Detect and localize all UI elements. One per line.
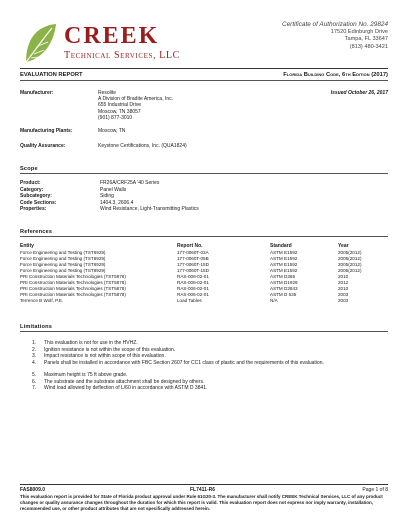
ref-entity: Force Engineering and Testing (TST6929) xyxy=(20,262,106,267)
manufacturer-line: Resolite xyxy=(98,90,117,96)
address-line2: Tampa, FL 33647 xyxy=(344,36,388,43)
company-name: CREEK xyxy=(64,23,160,49)
ref-report: 177-0060T-05B xyxy=(177,256,209,261)
item-number: 7. xyxy=(32,385,37,391)
plants-label: Manufacturing Plants: xyxy=(20,128,73,134)
scope-label: Category: xyxy=(20,186,44,193)
manufacturer-line: (901) 877-3010 xyxy=(98,114,133,121)
references-header xyxy=(20,243,388,249)
ref-entity: PRI Construction Materials Technologies (TST5878) xyxy=(20,292,126,297)
manufacturer-label: Manufacturer: xyxy=(20,90,54,96)
col-entity: Entity xyxy=(20,243,34,249)
scope-label: Product: xyxy=(20,180,41,186)
item-number: 1. xyxy=(32,340,37,346)
ref-standard: ASTM D 635 xyxy=(270,292,297,297)
col-report: Report No. xyxy=(177,243,203,249)
ref-year: 2005(2012) xyxy=(338,262,362,267)
ref-entity: PRI Construction Materials Technologies (TST5878) xyxy=(20,280,126,285)
scope-title: Scope xyxy=(20,166,38,172)
ref-report: 177-0060T-15D xyxy=(177,268,209,273)
item-number: 5. xyxy=(32,372,37,378)
ref-year: 2010 xyxy=(338,274,349,279)
item-text: This evaluation is not for use in the HVHZ. xyxy=(44,340,138,346)
issued-date: Issued October 26, 2017 xyxy=(330,90,388,96)
item-number: 6. xyxy=(32,378,37,385)
footer-report-number: FL7411-R6 xyxy=(190,487,216,493)
ref-standard: ASTM D365 xyxy=(270,274,296,279)
ref-report: RAS-006-02-01 xyxy=(177,274,209,279)
code-edition: Florida Building Code, 6th Edition (2017) xyxy=(283,72,388,78)
scope-value: 1404.3, 2606.4 xyxy=(100,199,134,206)
item-text: Impact resistance is not within scope of this evaluation. xyxy=(44,353,166,359)
phone: (813) 480-3421 xyxy=(349,43,388,50)
ref-report: RAS-006-02-01 xyxy=(177,286,209,291)
quality-assurance-label: Quality Assurance: xyxy=(20,143,66,149)
ref-entity: Force Engineering and Testing (TST6929) xyxy=(20,268,106,273)
report-title: EVALUATION REPORT xyxy=(20,72,83,78)
company-logo xyxy=(22,20,212,68)
plants-value: Moscow, TN xyxy=(98,128,126,134)
col-standard: Standard xyxy=(270,243,292,249)
ref-entity: Force Engineering and Testing (TST6929) xyxy=(20,250,106,255)
ref-entity: Terrence B Wolf, P.E. xyxy=(20,298,64,303)
item-text: Maximum height is 75 ft above grade. xyxy=(44,372,128,378)
divider xyxy=(20,68,388,69)
company-subtitle: Technical Services, LLC xyxy=(64,50,180,61)
item-number: 3. xyxy=(32,353,37,359)
ref-entity: Force Engineering and Testing (TST6929) xyxy=(20,256,106,261)
item-number: 4. xyxy=(32,359,37,366)
table-row xyxy=(20,298,388,304)
ref-standard: ASTM E1592 xyxy=(270,256,298,261)
ref-entity: PRI Construction Materials Technologies (TST5878) xyxy=(20,286,126,291)
footer-disclaimer: This evaluation report is provided for State of Florida product approval under Rule 61G20-3. The manufacturer shall notify CREEK Technical Services, LLC of any product changes or quality assurance changes throughout the duration for which this report is valid. This evaluation report does not express nor imply warranty, installation, recommended use, or other product attributes that are not specifically addressed herein. xyxy=(20,494,383,511)
references-title: References xyxy=(20,229,53,235)
item-text: Panels shall be installed in accordance with FBC Section 2607 for CC1 class of plastic and the requirements of this evaluation. xyxy=(44,359,324,366)
divider xyxy=(20,80,388,81)
ref-standard: ASTM E1592 xyxy=(270,268,298,273)
ref-standard: ASTM E1592 xyxy=(270,250,298,255)
scope-value: FR26A/CRF25A '40 Series xyxy=(100,180,160,186)
ref-report: 177-0060T-03A xyxy=(177,250,209,255)
ref-year: 2010 xyxy=(338,286,349,291)
ref-report: RAS-006-02-01 xyxy=(177,292,209,297)
limitations-title: Limitations xyxy=(20,324,53,330)
ref-year: 2005(2012) xyxy=(338,256,362,261)
ref-year: 2005(2012) xyxy=(338,250,362,255)
certificate-title: Certificate of Authorization No. 29824 xyxy=(282,21,388,28)
footer-form-number: FAS8009.0 xyxy=(20,487,46,493)
manufacturer-line: Moscow, TN 38057 xyxy=(98,108,141,115)
ref-report: 177-0060T-15D xyxy=(177,262,209,267)
divider xyxy=(20,236,388,237)
ref-standard: ASTM D1929 xyxy=(270,280,298,285)
item-text: The substrate and the substrate attachment shall be designed by others. xyxy=(44,378,205,385)
quality-assurance-value: Keystone Certifications, Inc. (QUA1824) xyxy=(98,143,187,149)
ref-standard: ASTM D2843 xyxy=(270,286,298,291)
manufacturer-line: 655 Industrial Drive xyxy=(98,102,142,109)
leaf-logo-icon xyxy=(22,20,58,66)
footer-divider xyxy=(20,484,388,485)
item-text: Ignition resistance is not within the scope of this evaluation. xyxy=(44,346,176,353)
scope-label: Properties: xyxy=(20,206,47,212)
scope-label: Subcategory: xyxy=(20,193,52,199)
scope-label: Code Sections: xyxy=(20,199,57,206)
ref-report: Load Tables xyxy=(177,298,202,303)
footer-page-number: Page 1 of 8 xyxy=(362,487,388,493)
manufacturer-line: A Division of Bradite America, Inc. xyxy=(98,96,174,103)
col-year: Year xyxy=(338,243,349,249)
divider xyxy=(20,173,388,174)
scope-value: Panel Walls xyxy=(100,186,127,193)
scope-value: Siding xyxy=(100,193,114,199)
address-line1: 17520 Edinburgh Drive xyxy=(330,28,388,35)
ref-year: 2012 xyxy=(338,280,349,285)
ref-standard: N/A xyxy=(270,298,278,303)
ref-year: 2003 xyxy=(338,292,349,297)
ref-year: 2003 xyxy=(338,298,349,303)
ref-year: 2005(2012) xyxy=(338,268,362,273)
ref-entity: PRI Construction Materials Technologies (TST5878) xyxy=(20,274,126,279)
scope-value: Wind Resistance, Light-Transmitting Plastics xyxy=(100,206,199,212)
divider xyxy=(20,331,388,332)
ref-report: RAS-006-02-01 xyxy=(177,280,209,285)
item-number: 2. xyxy=(32,346,37,353)
ref-standard: ASTM E1592 xyxy=(270,262,298,267)
item-text: Wind load allowed by deflection of L/60 in accordance with ASTM D 3841. xyxy=(44,385,208,391)
